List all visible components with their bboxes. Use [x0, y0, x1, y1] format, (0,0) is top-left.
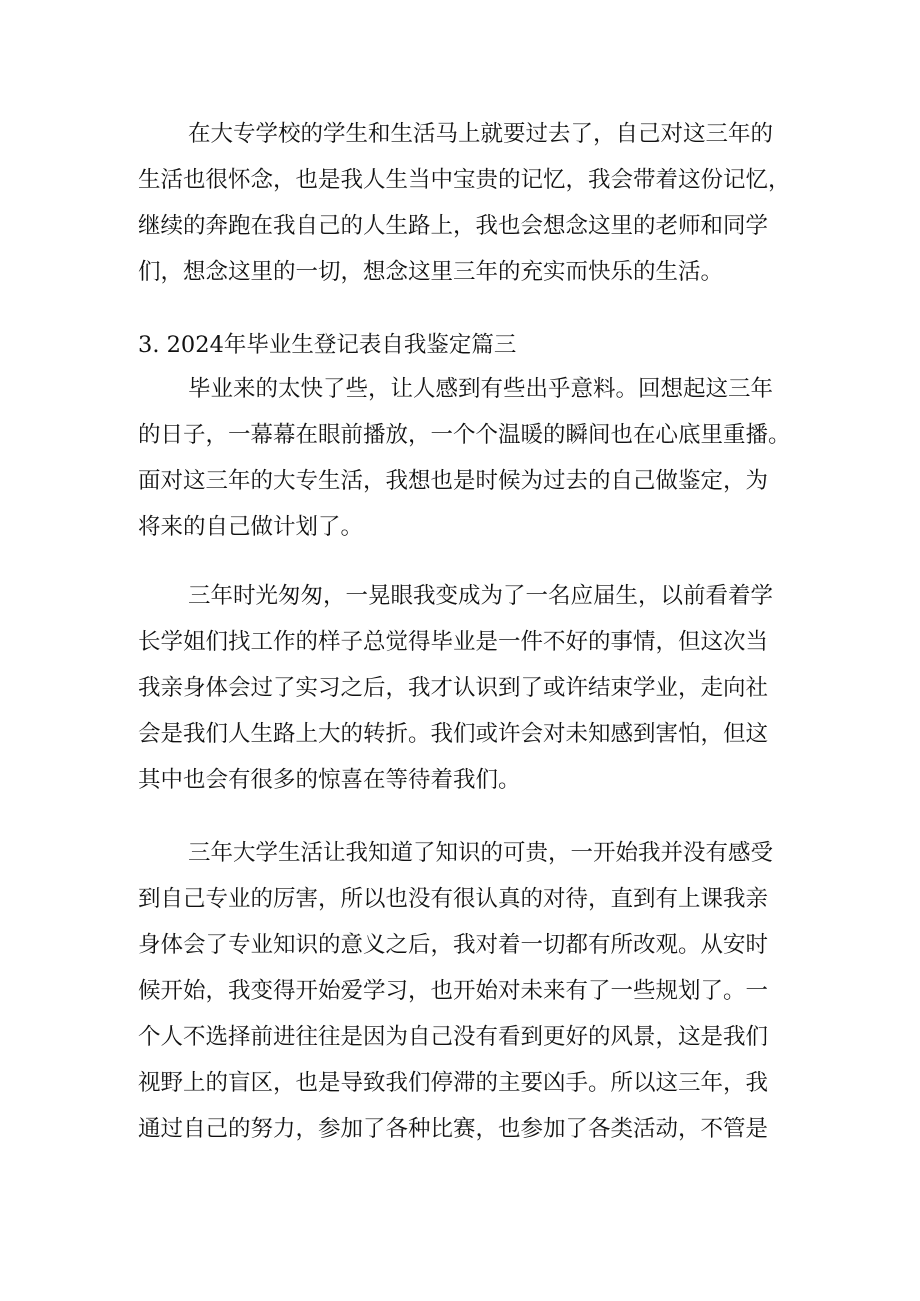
paragraph-line: 通过自己的努力，参加了各种比赛，也参加了各类活动，不管是	[138, 1116, 769, 1142]
paragraph-line: 其中也会有很多的惊喜在等待着我们。	[138, 767, 521, 793]
paragraph-line: 三年大学生活让我知道了知识的可贵，一开始我并没有感受	[188, 840, 774, 866]
paragraph-line: 面对这三年的大专生活，我想也是时候为过去的自己做鉴定，为	[138, 468, 769, 494]
paragraph-line: 们，想念这里的一切，想念这里三年的充实而快乐的生活。	[138, 259, 724, 285]
paragraph-line: 在大专学校的学生和生活马上就要过去了，自己对这三年的	[188, 121, 774, 147]
paragraph-3	[138, 573, 798, 803]
paragraph-1	[138, 111, 798, 295]
paragraph-line: 生活也很怀念，也是我人生当中宝贵的记忆，我会带着这份记忆，	[138, 167, 791, 193]
section-heading	[138, 322, 798, 368]
section-heading-text: 3. 2024年毕业生登记表自我鉴定篇三	[138, 332, 517, 358]
paragraph-line: 长学姐们找工作的样子总觉得毕业是一件不好的事情，但这次当	[138, 629, 769, 655]
paragraph-line: 继续的奔跑在我自己的人生路上，我也会想念这里的老师和同学	[138, 213, 769, 239]
paragraph-line: 毕业来的太快了些，让人感到有些出乎意料。回想起这三年	[188, 376, 774, 402]
paragraph-line: 视野上的盲区，也是导致我们停滞的主要凶手。所以这三年，我	[138, 1070, 769, 1096]
paragraph-line: 三年时光匆匆，一晃眼我变成为了一名应届生，以前看着学	[188, 583, 774, 609]
paragraph-line: 的日子，一幕幕在眼前播放，一个个温暖的瞬间也在心底里重播。	[138, 422, 791, 448]
paragraph-line: 我亲身体会过了实习之后，我才认识到了或许结束学业，走向社	[138, 675, 769, 701]
paragraph-line: 到自己专业的厉害，所以也没有很认真的对待，直到有上课我亲	[138, 886, 769, 912]
paragraph-4	[138, 830, 798, 1152]
paragraph-line: 会是我们人生路上大的转折。我们或许会对未知感到害怕，但这	[138, 721, 769, 747]
paragraph-2	[138, 366, 798, 550]
paragraph-line: 将来的自己做计划了。	[138, 514, 364, 540]
paragraph-line: 身体会了专业知识的意义之后，我对着一切都有所改观。从安时	[138, 932, 769, 958]
paragraph-line: 个人不选择前进往往是因为自己没有看到更好的风景，这是我们	[138, 1024, 769, 1050]
paragraph-line: 候开始，我变得开始爱学习，也开始对未来有了一些规划了。一	[138, 978, 769, 1004]
